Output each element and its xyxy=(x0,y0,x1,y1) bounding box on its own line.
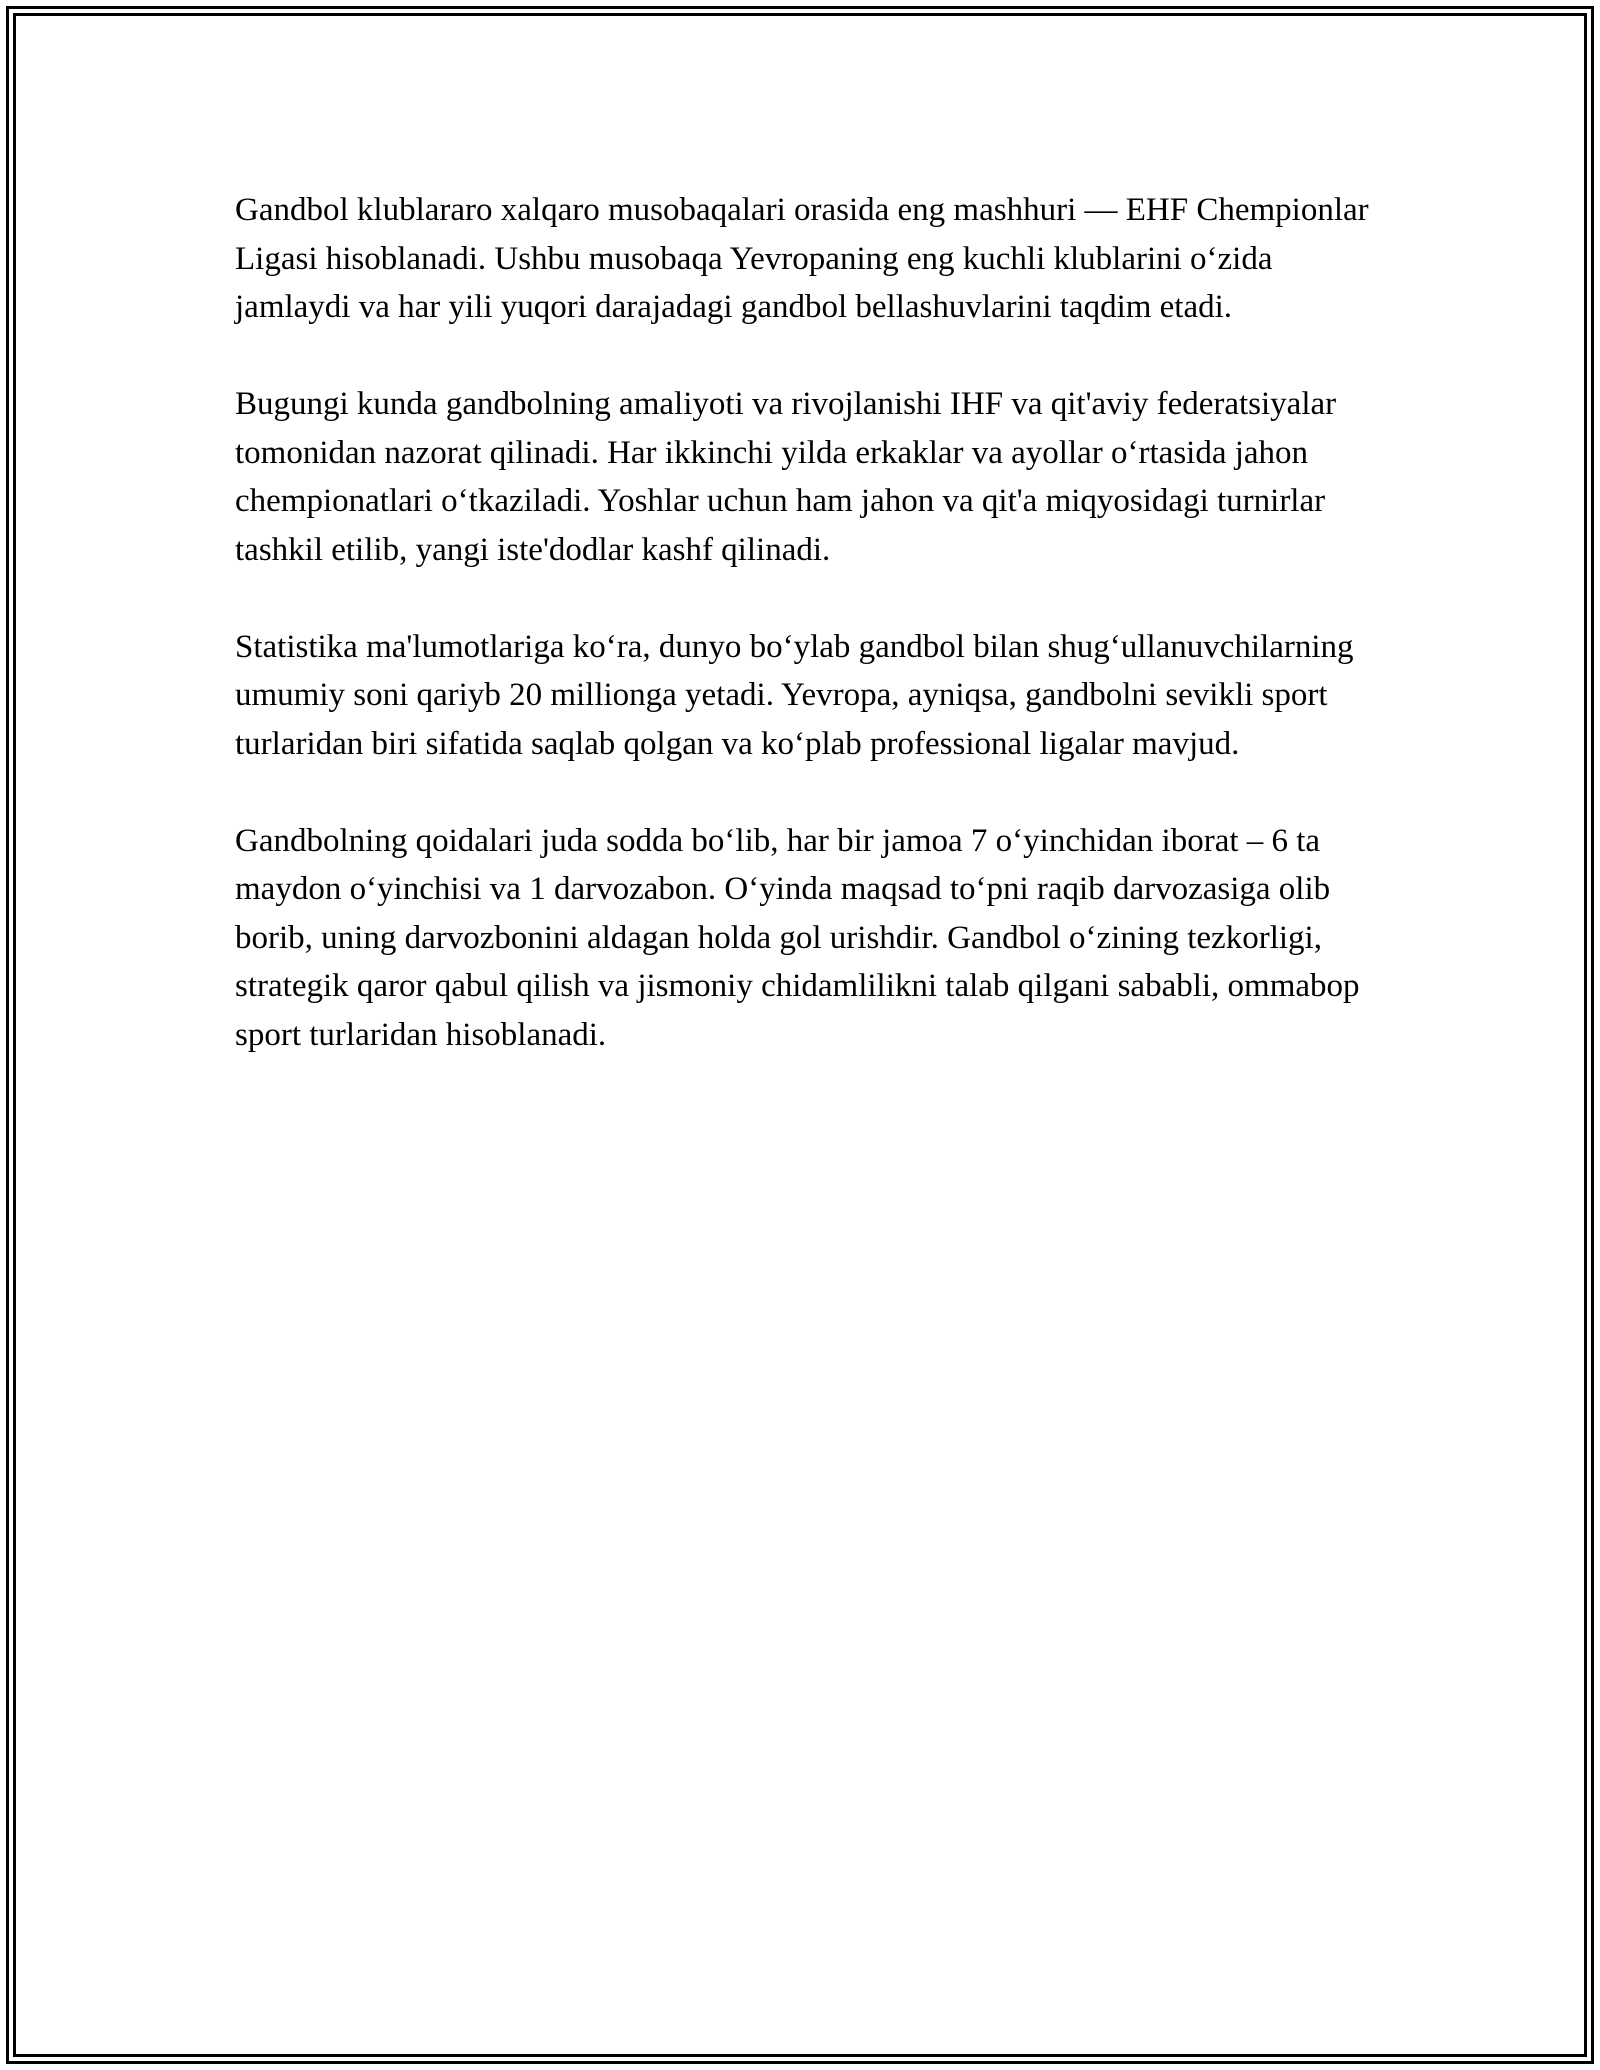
paragraph-statistics: Statistika ma'lumotlariga ko‘ra, dunyo bo‘ylab gandbol bilan shug‘ullanuvchilarning umumiy soni qariyb 20 millionga yetadi. Yevropa, ayniqsa, gandbolni sevikli sport turlaridan biri sifatida saqlab qolgan va ko‘plab professional ligalar mavjud. xyxy=(235,628,1354,762)
paragraph-ehf-champions-league: Gandbol klublararo xalqaro musobaqalari orasida eng mashhuri — EHF Chempionlar Ligasi hisoblanadi. Ushbu musobaqa Yevropaning eng kuchli klublarini o‘zida jamlaydi va har yili yuqori darajadagi gandbol bellashuvlarini taqdim etadi. xyxy=(235,192,1369,325)
paragraph-ihf-federations: Bugungi kunda gandbolning amaliyoti va rivojlanishi IHF va qit'aviy federatsiyalar tomonidan nazorat qilinadi. Har ikkinchi yilda erkaklar va ayollar o‘rtasida jahon chempionatlari o‘tkaziladi. Yoshlar uchun ham jahon va qit'a miqyosidagi turnirlar tashkil etilib, yangi iste'dodlar kashf qilinadi. xyxy=(235,386,1337,568)
paragraph-rules: Gandbolning qoidalari juda sodda bo‘lib, har bir jamoa 7 o‘yinchidan iborat – 6 ta maydon o‘yinchisi va 1 darvozabon. O‘yinda maqsad to‘pni raqib darvozasiga olib borib, uning darvozbonini aldagan holda gol urishdir. Gandbol o‘zining tezkorligi, strategik qaror qabul qilish va jismoniy chidamlilikni talab qilgani sababli, ommabop sport turlaridan hisoblanadi. xyxy=(235,822,1360,1053)
document-body xyxy=(235,186,1375,1108)
